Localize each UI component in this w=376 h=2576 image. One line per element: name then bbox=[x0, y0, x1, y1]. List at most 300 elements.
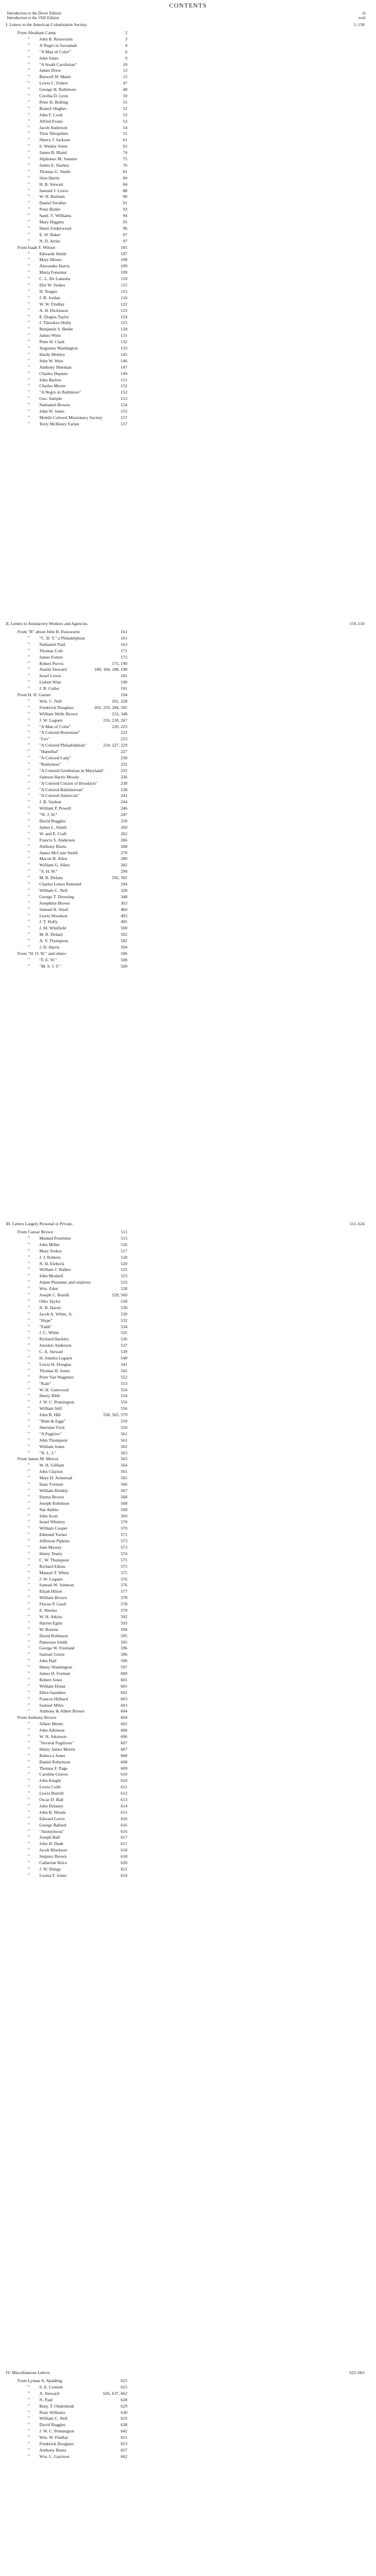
page-number: 651 bbox=[120, 2435, 127, 2441]
toc-entry bbox=[0, 787, 376, 793]
toc-entry bbox=[0, 61, 376, 68]
ditto-mark: " bbox=[28, 679, 30, 685]
section-heading bbox=[6, 2370, 364, 2375]
toc-entry bbox=[0, 837, 376, 843]
ditto-mark: " bbox=[28, 1740, 30, 1745]
page-number: 506 bbox=[120, 950, 127, 956]
correspondent-name: John Jones bbox=[39, 55, 59, 61]
toc-entry bbox=[0, 1329, 376, 1336]
correspondent-name: William Cooper bbox=[39, 1526, 68, 1531]
page-number: 629 bbox=[120, 2403, 127, 2409]
toc-entry bbox=[0, 1796, 376, 1803]
ditto-mark: " bbox=[28, 717, 30, 723]
correspondent-name: N. D. Artist bbox=[39, 238, 60, 244]
toc-entry bbox=[0, 1254, 376, 1261]
page-number: 504 bbox=[120, 945, 127, 950]
ditto-mark: " bbox=[28, 2390, 30, 2396]
toc-entry bbox=[0, 635, 376, 641]
page-number: 610 bbox=[120, 1778, 127, 1784]
correspondent-name: George W. Freeland bbox=[39, 1645, 75, 1651]
ditto-mark: " bbox=[28, 1412, 30, 1418]
ditto-mark: " bbox=[28, 1570, 30, 1575]
correspondent-name: James Drew bbox=[39, 68, 61, 74]
correspondent-name: J. W. Loguen bbox=[39, 717, 63, 723]
ditto-mark: " bbox=[28, 698, 30, 704]
ditto-mark: " bbox=[28, 36, 30, 42]
ditto-mark: " bbox=[28, 1797, 30, 1802]
page-number: 610 bbox=[120, 1772, 127, 1777]
ditto-mark: " bbox=[28, 370, 30, 376]
toc-entry bbox=[0, 319, 376, 326]
correspondent-name: Catherine Brice bbox=[39, 1860, 67, 1865]
correspondent-name: Edward Lewis bbox=[39, 1816, 65, 1821]
page-number: 52 bbox=[123, 105, 127, 111]
page-number: 612 bbox=[120, 1791, 127, 1796]
toc-entry bbox=[0, 1683, 376, 1689]
intro-title: Introduction to the 1926 Edition bbox=[7, 16, 60, 20]
correspondent-name: Peter H. Bolling bbox=[39, 99, 68, 105]
ditto-mark: " bbox=[28, 1791, 30, 1796]
toc-entry bbox=[0, 843, 376, 850]
ditto-mark: " bbox=[28, 1399, 30, 1405]
page-number: 642 bbox=[120, 2428, 127, 2434]
toc-entry bbox=[0, 1437, 376, 1443]
page-number: 596 bbox=[120, 1658, 127, 1664]
correspondent-name: James H. Forman bbox=[39, 1671, 71, 1676]
page-number: 91 bbox=[123, 200, 127, 206]
correspondent-name: Edmund Turner bbox=[39, 1532, 67, 1538]
correspondent-name: From Caesar Brown bbox=[17, 1229, 53, 1234]
correspondent-name: J. Theodore Holly bbox=[39, 320, 71, 326]
toc-entry bbox=[0, 717, 376, 723]
page-number: 125 bbox=[120, 320, 127, 326]
ditto-mark: " bbox=[28, 1664, 30, 1670]
ditto-mark: " bbox=[28, 793, 30, 799]
toc-entry bbox=[0, 938, 376, 944]
page-number: 61 bbox=[123, 137, 127, 143]
correspondent-name: Joseph Robinson bbox=[39, 1500, 69, 1506]
toc-entry bbox=[0, 314, 376, 320]
ditto-mark: " bbox=[28, 686, 30, 692]
correspondent-name: "Kale" bbox=[39, 1380, 51, 1386]
correspondent-name: Samuel Miles bbox=[39, 1702, 64, 1708]
correspondent-name: Louisa F. Jones bbox=[39, 1872, 67, 1878]
toc-entry bbox=[0, 112, 376, 118]
toc-entry bbox=[0, 36, 376, 42]
toc-entry bbox=[0, 2441, 376, 2447]
toc-entry bbox=[0, 1645, 376, 1651]
page-number: 171 bbox=[120, 648, 127, 653]
page-number: 292, 302 bbox=[112, 875, 127, 881]
page-number: 568 bbox=[120, 1500, 127, 1506]
correspondent-name: David Robinson bbox=[39, 1633, 68, 1638]
page-number: 109 bbox=[120, 270, 127, 275]
toc-entry bbox=[0, 761, 376, 767]
ditto-mark: " bbox=[28, 1765, 30, 1771]
correspondent-name: Austin Steward bbox=[39, 667, 67, 673]
ditto-mark: " bbox=[28, 188, 30, 193]
toc-entry bbox=[0, 332, 376, 339]
correspondent-name: Israel Lewis bbox=[39, 673, 61, 679]
page-number: 124 bbox=[120, 314, 127, 319]
toc-entry bbox=[0, 805, 376, 811]
correspondent-name: W. H. Atkins bbox=[39, 1614, 62, 1619]
correspondent-name: Edwards Smith bbox=[39, 251, 67, 256]
ditto-mark: " bbox=[28, 200, 30, 206]
toc-entry bbox=[0, 1664, 376, 1670]
toc-entry bbox=[0, 1607, 376, 1614]
toc-entry bbox=[0, 1677, 376, 1683]
page-number: 153 bbox=[120, 396, 127, 402]
correspondent-name: John Thompson bbox=[39, 1437, 68, 1443]
toc-entry bbox=[0, 1594, 376, 1601]
toc-entry bbox=[0, 1392, 376, 1399]
page-number: 608 bbox=[120, 1752, 127, 1758]
ditto-mark: " bbox=[28, 1847, 30, 1853]
toc-entry bbox=[0, 1544, 376, 1550]
page-number: 246 bbox=[120, 806, 127, 811]
ditto-mark: " bbox=[28, 2403, 30, 2409]
ditto-mark: " bbox=[28, 894, 30, 899]
correspondent-name: "F. E. W." bbox=[39, 957, 57, 962]
toc-entry bbox=[0, 1620, 376, 1626]
ditto-mark: " bbox=[28, 881, 30, 887]
toc-entry bbox=[0, 704, 376, 711]
ditto-mark: " bbox=[28, 1734, 30, 1739]
page-number: 616 bbox=[120, 1828, 127, 1834]
ditto-mark: " bbox=[28, 1809, 30, 1815]
toc-entry bbox=[0, 1431, 376, 1437]
toc-entry bbox=[0, 1557, 376, 1563]
ditto-mark: " bbox=[28, 307, 30, 313]
page-number: 227 bbox=[120, 749, 127, 755]
correspondent-name: Peter H. Clark bbox=[39, 339, 65, 345]
page-number: 570 bbox=[120, 1526, 127, 1531]
page-number: 561 bbox=[120, 1431, 127, 1436]
ditto-mark: " bbox=[28, 2384, 30, 2390]
ditto-mark: " bbox=[28, 1778, 30, 1784]
ditto-mark: " bbox=[28, 1772, 30, 1777]
ditto-mark: " bbox=[28, 55, 30, 61]
toc-entry bbox=[0, 1790, 376, 1796]
page-number: 235 bbox=[120, 767, 127, 773]
correspondent-name: Albert Metter bbox=[39, 1721, 64, 1727]
ditto-mark: " bbox=[28, 288, 30, 294]
ditto-mark: " bbox=[28, 761, 30, 767]
ditto-mark: " bbox=[28, 1506, 30, 1512]
toc-entry bbox=[0, 370, 376, 377]
correspondent-name: Henry James Morris bbox=[39, 1746, 76, 1752]
page-number: 175 bbox=[120, 654, 127, 660]
page-number: 616 bbox=[120, 1822, 127, 1828]
ditto-mark: " bbox=[28, 1261, 30, 1266]
page-number: 530 bbox=[120, 1311, 127, 1317]
ditto-mark: " bbox=[28, 1419, 30, 1424]
correspondent-name: Burwell W. Mann bbox=[39, 74, 71, 80]
page-number: 260 bbox=[120, 824, 127, 830]
toc-entry bbox=[0, 2409, 376, 2416]
correspondent-name: Anthony Burns bbox=[39, 2447, 67, 2453]
ditto-mark: " bbox=[28, 1841, 30, 1847]
toc-from-line bbox=[0, 30, 376, 36]
page-number: 564 bbox=[120, 1462, 127, 1468]
toc-entry bbox=[0, 1399, 376, 1405]
toc-entry bbox=[0, 1689, 376, 1696]
toc-entry bbox=[0, 1847, 376, 1853]
correspondent-name: H. B. Stewart bbox=[39, 181, 64, 187]
toc-entry bbox=[0, 301, 376, 307]
toc-entry bbox=[0, 679, 376, 685]
ditto-mark: " bbox=[28, 812, 30, 818]
toc-entry bbox=[0, 377, 376, 383]
correspondent-name: Branch Hughes bbox=[39, 105, 67, 111]
toc-entry bbox=[0, 1412, 376, 1418]
page-number: 105 bbox=[120, 244, 127, 250]
page-number: 151 bbox=[120, 377, 127, 383]
correspondent-name: Peter Williams bbox=[39, 2409, 65, 2415]
toc-entry bbox=[0, 162, 376, 168]
ditto-mark: " bbox=[28, 1462, 30, 1468]
toc-entry bbox=[0, 1494, 376, 1500]
correspondent-name: From Abraham Camp bbox=[17, 30, 56, 35]
toc-entry bbox=[0, 1525, 376, 1531]
ditto-mark: " bbox=[28, 1482, 30, 1487]
correspondent-name: A. Steward bbox=[39, 2390, 60, 2396]
toc-entry bbox=[0, 351, 376, 358]
page-number: 4 bbox=[125, 42, 127, 48]
ditto-mark: " bbox=[28, 1658, 30, 1664]
ditto-mark: " bbox=[28, 743, 30, 748]
page-number: 516 bbox=[120, 1241, 127, 1247]
page-number: 570 bbox=[120, 1519, 127, 1525]
page-number: 146 bbox=[120, 358, 127, 363]
page-number: 592 bbox=[120, 1614, 127, 1619]
correspondent-name: "A Man of Color" bbox=[39, 723, 71, 729]
toc-entry bbox=[0, 307, 376, 314]
toc-entry bbox=[0, 1273, 376, 1279]
correspondent-name: W. and E. Craft bbox=[39, 831, 67, 836]
ditto-mark: " bbox=[28, 1475, 30, 1481]
section-title: II. Letters to Antislavery Workers and Agencies. bbox=[6, 621, 89, 626]
page-number: 161 bbox=[120, 635, 127, 641]
correspondent-name: William C. Nell bbox=[39, 2416, 68, 2421]
toc-entry bbox=[0, 339, 376, 345]
ditto-mark: " bbox=[28, 1828, 30, 1834]
correspondent-name: Alfred Evans bbox=[39, 118, 63, 124]
correspondent-name: Francis S. Anderson bbox=[39, 837, 75, 843]
correspondent-name: "Hope" bbox=[39, 1317, 53, 1323]
correspondent-name: E. Doglas Taylor bbox=[39, 314, 69, 319]
page-number: 154 bbox=[120, 402, 127, 408]
correspondent-name: M. R. Delany bbox=[39, 875, 64, 881]
correspondent-name: A. H. Dickinson bbox=[39, 307, 68, 313]
toc-entry bbox=[0, 1248, 376, 1254]
page-number: 500 bbox=[120, 925, 127, 931]
ditto-mark: " bbox=[28, 1487, 30, 1493]
page-number: 122 bbox=[120, 301, 127, 307]
ditto-mark: " bbox=[28, 314, 30, 319]
page-number: 95 bbox=[123, 219, 127, 225]
correspondent-name: H. Teague bbox=[39, 288, 57, 294]
page-number: 554 bbox=[120, 1387, 127, 1392]
page-number: 556 bbox=[120, 1399, 127, 1405]
page-number: 528 bbox=[120, 1286, 127, 1292]
ditto-mark: " bbox=[28, 1330, 30, 1336]
page-number: 607 bbox=[120, 1740, 127, 1745]
toc-entry bbox=[0, 414, 376, 421]
ditto-mark: " bbox=[28, 383, 30, 389]
toc-entry bbox=[0, 99, 376, 105]
ditto-mark: " bbox=[28, 862, 30, 868]
toc-entry bbox=[0, 1292, 376, 1298]
section-heading bbox=[6, 621, 364, 626]
toc-entry bbox=[0, 1368, 376, 1374]
correspondent-name: Patterson Smith bbox=[39, 1639, 68, 1645]
correspondent-name: J. W. C. Pennington bbox=[39, 1399, 75, 1405]
correspondent-name: Nathaniel Bowen bbox=[39, 402, 70, 408]
ditto-mark: " bbox=[28, 1431, 30, 1436]
toc-entry bbox=[0, 181, 376, 188]
correspondent-name: S. Wesley Jones bbox=[39, 144, 68, 149]
toc-entry bbox=[0, 1840, 376, 1847]
ditto-mark: " bbox=[28, 93, 30, 98]
page-number: 147 bbox=[120, 364, 127, 370]
correspondent-name: Nat Ambie bbox=[39, 1506, 59, 1512]
page-number: 191 bbox=[120, 686, 127, 692]
toc-entry bbox=[0, 1588, 376, 1594]
ditto-mark: " bbox=[28, 906, 30, 912]
toc-entry bbox=[0, 80, 376, 86]
correspondent-name: Richard Edons bbox=[39, 1563, 65, 1569]
ditto-mark: " bbox=[28, 105, 30, 111]
ditto-mark: " bbox=[28, 301, 30, 307]
page-number: 123 bbox=[120, 307, 127, 313]
ditto-mark: " bbox=[28, 1816, 30, 1821]
ditto-mark: " bbox=[28, 150, 30, 156]
correspondent-name: Geo. Sample bbox=[39, 396, 62, 402]
page-number: 180, 184, 188, 190 bbox=[94, 667, 127, 673]
correspondent-name: Frederick Douglass bbox=[39, 2441, 74, 2446]
page-number: 576 bbox=[120, 1576, 127, 1582]
ditto-mark: " bbox=[28, 219, 30, 225]
toc-entry bbox=[0, 862, 376, 868]
page-number: 611 bbox=[120, 1784, 127, 1790]
section-heading bbox=[6, 22, 364, 27]
toc-entry bbox=[0, 729, 376, 736]
page-number: 553 bbox=[120, 1380, 127, 1386]
toc-entry bbox=[0, 792, 376, 799]
page-number: 238 bbox=[120, 780, 127, 786]
page-number: 282 bbox=[120, 862, 127, 868]
toc-entry bbox=[0, 1740, 376, 1746]
ditto-mark: " bbox=[28, 818, 30, 824]
correspondent-name: Frederick Douglass bbox=[39, 704, 74, 710]
correspondent-name: Maria Fonemur bbox=[39, 270, 67, 275]
ditto-mark: " bbox=[28, 1759, 30, 1765]
correspondent-name: David Ruggles bbox=[39, 2422, 66, 2428]
page-number: 621 bbox=[120, 1866, 127, 1872]
section-page-span: 511–624 bbox=[349, 1221, 364, 1226]
ditto-mark: " bbox=[28, 402, 30, 408]
ditto-mark: " bbox=[28, 194, 30, 200]
ditto-mark: " bbox=[28, 358, 30, 363]
ditto-mark: " bbox=[28, 231, 30, 237]
ditto-mark: " bbox=[28, 1532, 30, 1538]
correspondent-name: John Delaney bbox=[39, 1803, 64, 1809]
ditto-mark: " bbox=[28, 1248, 30, 1254]
ditto-mark: " bbox=[28, 1280, 30, 1285]
correspondent-name: William Still bbox=[39, 1406, 62, 1412]
ditto-mark: " bbox=[28, 207, 30, 212]
correspondent-name: Henry Yeatty bbox=[39, 1550, 63, 1556]
page-number: 363 bbox=[120, 900, 127, 906]
page-number: 575 bbox=[120, 1557, 127, 1563]
toc-entry bbox=[0, 1777, 376, 1784]
toc-entry bbox=[0, 1771, 376, 1777]
ditto-mark: " bbox=[28, 787, 30, 792]
toc-entry bbox=[0, 358, 376, 364]
correspondent-name: Elijah Hilton bbox=[39, 1589, 62, 1594]
correspondent-name: Mary Higgins bbox=[39, 219, 64, 225]
correspondent-name: Jacob Anderson bbox=[39, 124, 68, 130]
correspondent-name: Wm. Eden bbox=[39, 1286, 58, 1292]
toc-entry bbox=[0, 1424, 376, 1431]
page-number: 328 bbox=[120, 887, 127, 893]
ditto-mark: " bbox=[28, 333, 30, 339]
ditto-mark: " bbox=[28, 1746, 30, 1752]
correspondent-name: "C. D. T." a Philadelphian bbox=[39, 635, 86, 641]
correspondent-name: Frances Hilliard bbox=[39, 1696, 68, 1702]
toc-entry bbox=[0, 1633, 376, 1639]
ditto-mark: " bbox=[28, 2453, 30, 2459]
page-number: 280 bbox=[120, 856, 127, 862]
correspondent-name: Jacob A. White, Jr. bbox=[39, 1311, 73, 1317]
correspondent-name: Thomas F. Page bbox=[39, 1765, 68, 1771]
toc-entry bbox=[0, 1582, 376, 1588]
toc-entry bbox=[0, 2421, 376, 2428]
page-number: 518 bbox=[120, 1254, 127, 1260]
correspondent-name: James B. Bland bbox=[39, 150, 67, 156]
toc-entry bbox=[0, 1475, 376, 1481]
ditto-mark: " bbox=[28, 2435, 30, 2441]
correspondent-name: Thomas G. Smith bbox=[39, 168, 71, 174]
ditto-mark: " bbox=[28, 654, 30, 660]
page-number: 241 bbox=[120, 793, 127, 799]
toc-from-line bbox=[0, 244, 376, 251]
toc-entry bbox=[0, 295, 376, 301]
toc-entry bbox=[0, 175, 376, 181]
toc-entry bbox=[0, 711, 376, 717]
correspondent-name: From Lyman A. Spalding bbox=[17, 2378, 62, 2383]
correspondent-name: David Ruggles bbox=[39, 818, 66, 824]
page-number: 96 bbox=[123, 225, 127, 231]
page-number: 620 bbox=[120, 1860, 127, 1865]
correspondent-name: "A Colored Lady" bbox=[39, 755, 72, 760]
page-number: 9 bbox=[125, 55, 127, 61]
toc-entry bbox=[0, 1834, 376, 1840]
toc-entry bbox=[0, 1822, 376, 1828]
toc-entry bbox=[0, 957, 376, 963]
correspondent-name: W. H. Gilliam bbox=[39, 1462, 64, 1468]
toc-entry bbox=[0, 251, 376, 257]
correspondent-name: J. W. C. Pennington bbox=[39, 2428, 75, 2434]
page-number: 574 bbox=[120, 1550, 127, 1556]
page-number: 149 bbox=[120, 370, 127, 376]
correspondent-name: "A Negro in Baltimore" bbox=[39, 389, 82, 395]
toc-from-line bbox=[0, 692, 376, 698]
page-number: 617 bbox=[120, 1835, 127, 1840]
correspondent-name: Charles Deputie bbox=[39, 370, 68, 376]
